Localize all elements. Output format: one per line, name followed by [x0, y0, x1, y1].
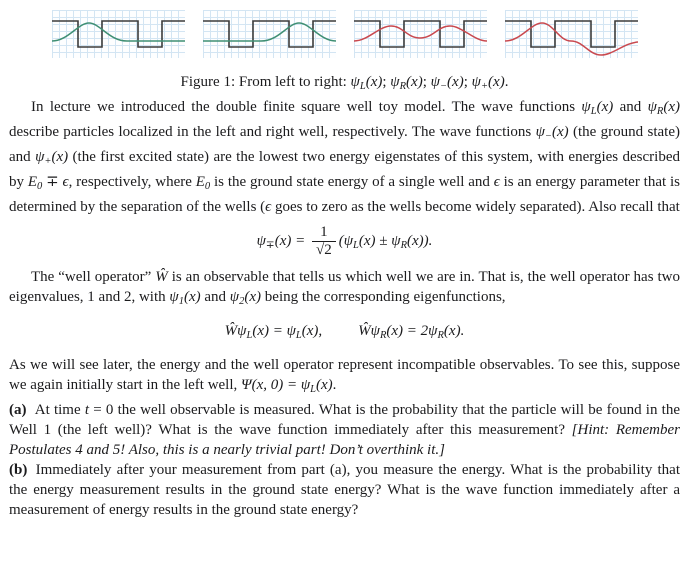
wavefunction-curve [203, 23, 336, 41]
equation-rhs: (ψL(x) ± ψR(x)). [338, 233, 433, 252]
plot-psi-plus [505, 10, 638, 58]
fraction-numerator: 1 [320, 223, 328, 240]
wavefunction-curve [52, 23, 185, 41]
double-well-potential-curve [203, 21, 336, 47]
wavefunction-curve [354, 26, 487, 41]
fraction [312, 225, 336, 260]
paragraph-intro: In lecture we introduced the double finite square well toy model. The wave functions ψL(x) and ψR(x) describe particles localized in the left and right well, respectively. The wave functions ψ−(x) (the ground state) and ψ+(x) (the first excited state) are the lowest two energy eigenstates of this system, with energies described by E0 ∓ ϵ, respectively, where E0 is the ground state energy of a single well and ϵ is an energy parameter that is determined by the separation of the wells (ϵ goes to zero as the wells become widely separated). Also recall that [9, 98, 681, 215]
wavefunction-curve [505, 23, 638, 55]
double-well-potential-curve [354, 21, 487, 47]
plot-psi-left [52, 10, 185, 58]
part-a-question: (a) At time t = 0 the well observable is measured. What is the probability that the particle will be found in the Well 1 (the left well)? What is the wave function immediately after this measurement? [Hint: Remember Postulates 4 and 5! Also, this is a nearly trivial part! Don’t overthink it.] [9, 402, 680, 458]
paragraph-incompatible-observables: As we will see later, the energy and the well operator represent incompatible observables. To see this, suppose we again initially start in the left well, Ψ(x, 0) = ψL(x). [9, 357, 680, 395]
equation-lhs: ψ∓(x) = [256, 233, 309, 252]
plot-psi-right [203, 10, 336, 58]
figure-1-plots [9, 10, 680, 58]
part-b-question: (b) Immediately after your measurement from part (a), you measure the energy. What is the probability that the energy measurement results in the ground state energy? What is the wave function immediately after a measurement of energy results in the ground state energy? [9, 462, 680, 518]
double-well-potential-curve [505, 21, 638, 47]
figure-caption: Figure 1: From left to right: ψL(x); ψR(x); ψ−(x); ψ+(x). [180, 74, 509, 92]
plot-psi-minus [354, 10, 487, 58]
paragraph-well-operator: The “well operator” Ŵ is an observable that tells us which well we are in. That is, the well operator has two eigenvalues, 1 and 2, with ψ1(x) and ψ2(x) being the corresponding eigenfunctions, [9, 269, 680, 308]
superposition-equation [9, 225, 680, 260]
fraction-denominator: √2 [312, 241, 336, 259]
double-well-potential-curve [52, 21, 185, 47]
well-operator-eigenvalue-equation: ŴψL(x) = ψL(x), ŴψR(x) = 2ψR(x). [224, 323, 465, 342]
